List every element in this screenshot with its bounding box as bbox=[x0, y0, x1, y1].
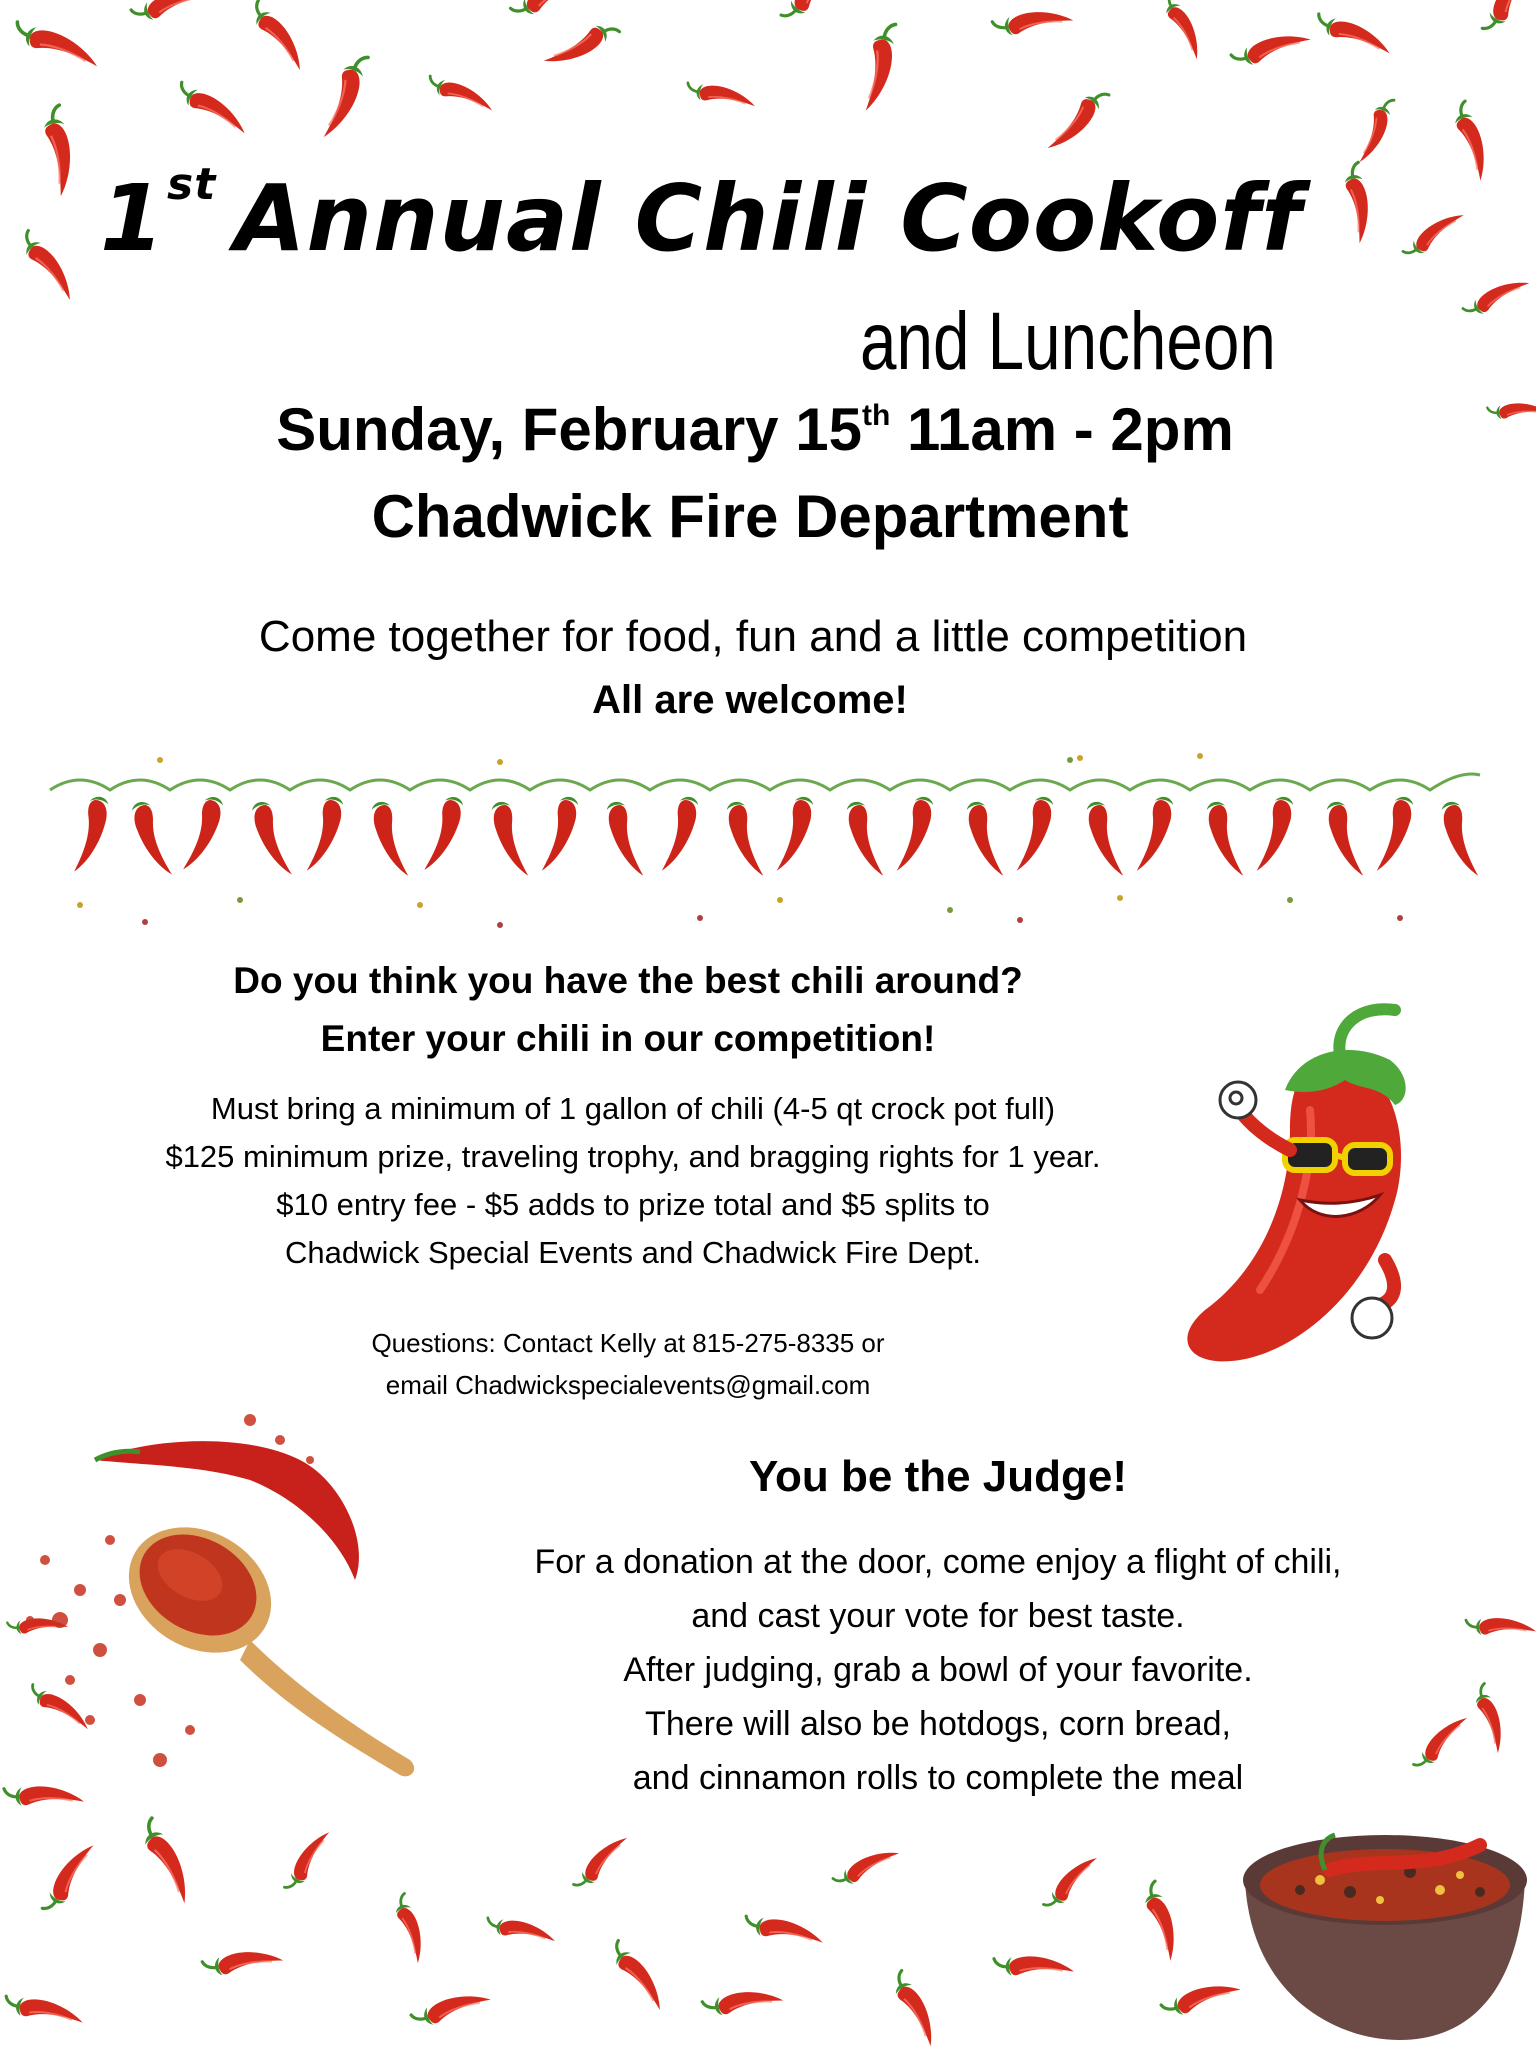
event-date bbox=[0, 395, 1510, 464]
competition-rules bbox=[0, 1085, 1266, 1277]
pepper-icon bbox=[605, 1939, 671, 2013]
title-text: Annual Chili Cookoff bbox=[234, 165, 1303, 272]
event-venue: Chadwick Fire Department bbox=[371, 483, 1129, 550]
pepper-icon bbox=[15, 229, 81, 303]
date-time: 11am - 2pm bbox=[890, 396, 1234, 463]
welcome-text: All are welcome! bbox=[592, 678, 908, 722]
judging-line: and cast your vote for best taste. bbox=[691, 1597, 1185, 1635]
pepper-icon bbox=[245, 0, 311, 73]
pepper-icon bbox=[391, 1893, 431, 1965]
pepper-icon bbox=[1045, 84, 1111, 158]
pepper-icon bbox=[1230, 25, 1312, 70]
pepper-icon bbox=[509, 0, 588, 23]
pepper-icon bbox=[40, 1838, 97, 1917]
pepper-icon bbox=[1449, 100, 1494, 182]
pepper-garland-icon bbox=[50, 753, 1480, 928]
pepper-icon bbox=[410, 1985, 492, 2030]
pepper-icon bbox=[1159, 0, 1209, 61]
event-title bbox=[100, 159, 1303, 272]
chili-bowl-icon bbox=[1243, 1835, 1527, 2040]
pepper-icon bbox=[1462, 272, 1531, 322]
pepper-icon bbox=[41, 105, 78, 197]
pepper-icon bbox=[173, 80, 252, 137]
competition-question: Do you think you have the best chili around? bbox=[233, 960, 1023, 1001]
pepper-icon bbox=[283, 1826, 333, 1895]
pepper-icon bbox=[1139, 1880, 1184, 1962]
date-prefix: Sunday, February 15 bbox=[276, 396, 862, 463]
pepper-icon bbox=[1480, 0, 1536, 37]
contact-email-line: email Chadwickspecialevents@gmail.com bbox=[385, 1370, 871, 1400]
pepper-icon bbox=[1402, 205, 1466, 263]
date-ordinal: th bbox=[861, 399, 891, 432]
pepper-icon bbox=[779, 0, 845, 26]
judging-line: For a donation at the door, come enjoy a flight of chili, bbox=[534, 1543, 1342, 1581]
pepper-icon bbox=[485, 1916, 557, 1945]
pepper-icon bbox=[992, 5, 1074, 38]
judging-heading: You be the Judge! bbox=[748, 1452, 1128, 1501]
judging-line: After judging, grab a bowl of your favorite. bbox=[623, 1651, 1253, 1689]
title-ordinal: st bbox=[167, 159, 217, 210]
pepper-icon bbox=[130, 0, 212, 26]
pepper-icon bbox=[425, 74, 497, 114]
judging-details bbox=[350, 1535, 1526, 1805]
pepper-icon bbox=[3, 1994, 85, 2027]
pepper-icon bbox=[743, 1914, 825, 1947]
pepper-icon bbox=[1313, 12, 1395, 57]
pepper-icon bbox=[572, 1829, 630, 1893]
judging-line: and cinnamon rolls to complete the meal bbox=[632, 1759, 1244, 1797]
tagline: Come together for food, fun and a little competition bbox=[258, 612, 1248, 661]
pepper-icon bbox=[1342, 162, 1375, 244]
pepper-icon bbox=[25, 1683, 94, 1733]
pepper-icon bbox=[542, 17, 621, 74]
pepper-icon bbox=[1042, 1849, 1100, 1913]
pepper-icon bbox=[136, 1817, 200, 1906]
pepper-icon bbox=[832, 1842, 901, 1892]
pepper-icon bbox=[11, 19, 103, 70]
event-subtitle: and Luncheon bbox=[860, 296, 1276, 387]
rule-line: Chadwick Special Events and Chadwick Fire Dept. bbox=[284, 1235, 982, 1270]
rule-line: Must bring a minimum of 1 gallon of chili (4-5 qt crock pot full) bbox=[210, 1091, 1056, 1126]
rule-line: $10 entry fee - $5 adds to prize total and $5 splits to bbox=[276, 1187, 990, 1222]
competition-call-to-action: Enter your chili in our competition! bbox=[320, 1018, 936, 1059]
pepper-icon bbox=[702, 1985, 784, 2018]
contact-phone-line: Questions: Contact Kelly at 815-275-8335 or bbox=[371, 1328, 885, 1358]
judging-line: There will also be hotdogs, corn bread, bbox=[645, 1705, 1231, 1743]
pepper-icon bbox=[887, 1969, 944, 2048]
contact-info bbox=[0, 1322, 1256, 1406]
pepper-icon bbox=[202, 1945, 284, 1978]
pepper-icon bbox=[1356, 95, 1396, 167]
pepper-icon bbox=[319, 51, 370, 143]
pepper-icon bbox=[1160, 1975, 1242, 2020]
title-number: 1 bbox=[100, 165, 166, 272]
pepper-icon bbox=[994, 1956, 1074, 1975]
pepper-icon bbox=[4, 1786, 84, 1805]
rule-line: $125 minimum prize, traveling trophy, and bragging rights for 1 year. bbox=[165, 1139, 1101, 1174]
pepper-icon bbox=[861, 21, 898, 113]
pepper-icon bbox=[685, 81, 757, 110]
